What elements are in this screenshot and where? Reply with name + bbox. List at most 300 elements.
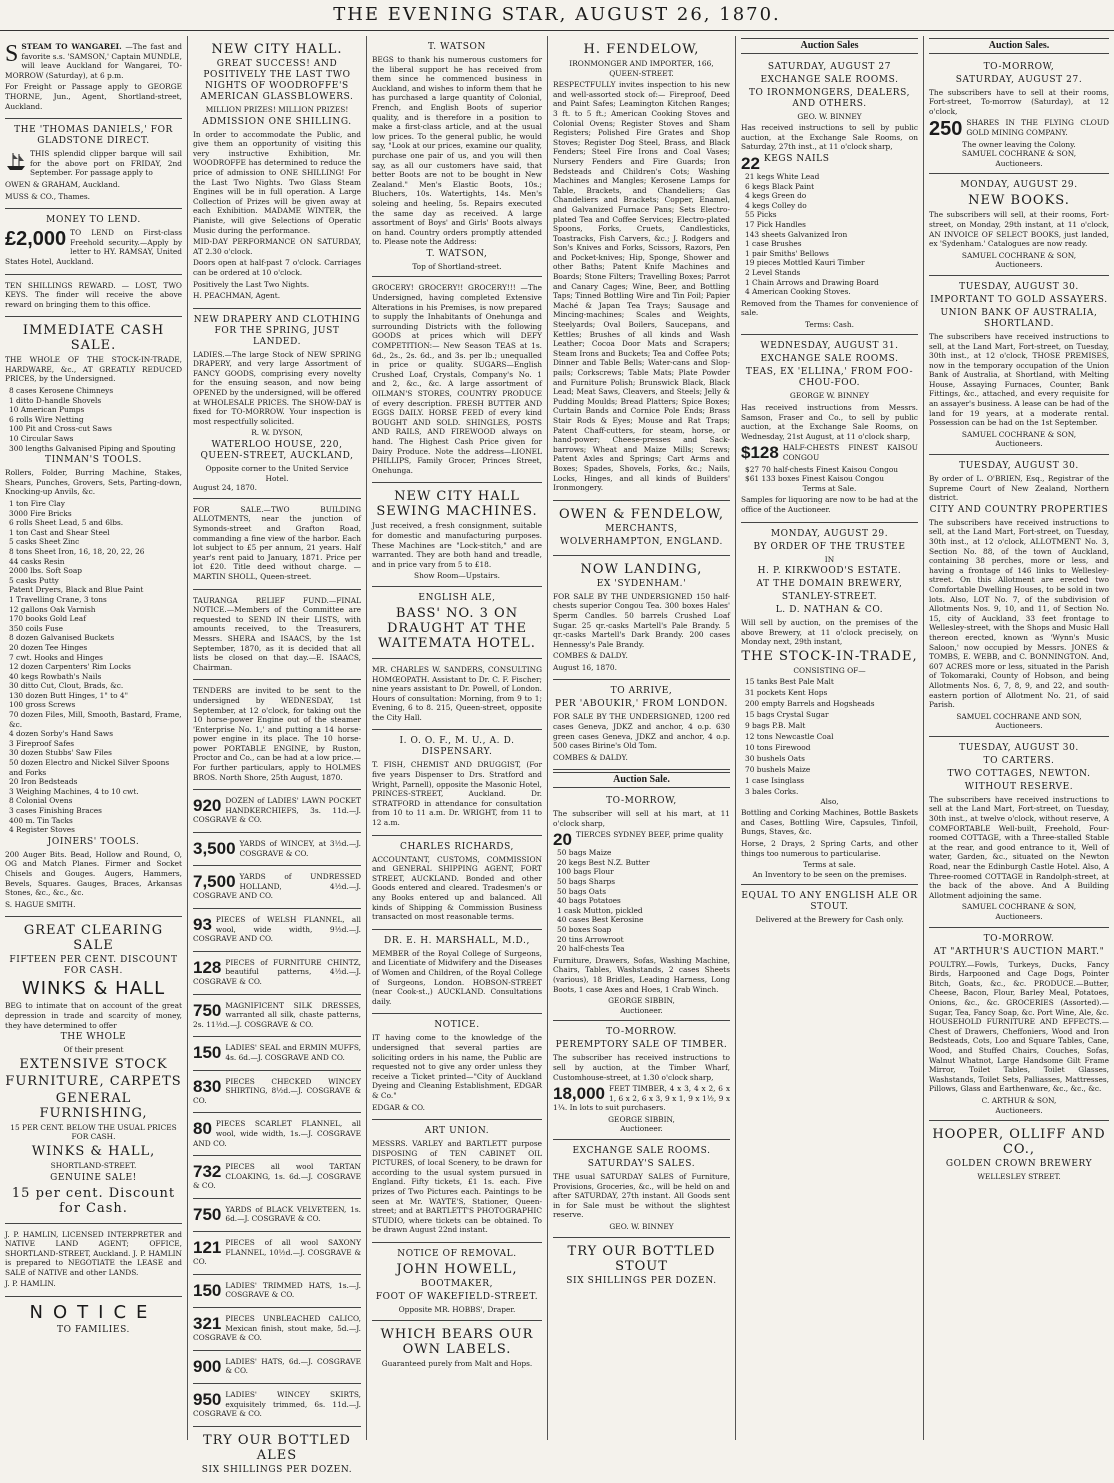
winks-pct: 15 PER CENT. BELOW THE USUAL PRICES FOR CASH. bbox=[10, 1122, 177, 1142]
money-ad bbox=[5, 209, 182, 274]
cosgrave-ad bbox=[193, 1071, 361, 1114]
brewery-stock-item: 9 bags P.B. Malt bbox=[745, 720, 806, 730]
auction-item: 50 boxes Soap bbox=[557, 924, 612, 934]
teas-title: TEAS, EX 'ELLINA,' FROM FOO-CHOU-FOO. bbox=[745, 367, 914, 389]
drapery-sign: R. W. DYSON, bbox=[251, 428, 303, 438]
sale-body: THE WHOLE OF THE STOCK-IN-TRADE, HARDWARE, &c., AT GREATLY REDUCED PRICES, by the Undersigned. bbox=[5, 355, 182, 384]
city-sign: SAMUEL COCHRANE AND SON, bbox=[956, 711, 1082, 721]
timber-when: TO-MORROW. bbox=[606, 1027, 677, 1038]
cosgrave-ad bbox=[193, 1275, 361, 1308]
auction-item: 50 bags Oats bbox=[557, 886, 606, 896]
horse-body: Horse, 2 Drays, 2 Spring Carts, and other things too numerous to particularise. bbox=[741, 838, 918, 858]
iron-item: 2 Level Stands bbox=[745, 267, 801, 277]
winks-street: SHORTLAND-STREET. bbox=[50, 1160, 137, 1170]
trustee-in: IN bbox=[824, 554, 835, 564]
tea-item: $27 70 half-chests Finest Kaisou Congou bbox=[745, 464, 899, 474]
brewery-stock-item: 15 bags Crystal Sugar bbox=[745, 709, 829, 719]
owen-merchants: MERCHANTS, bbox=[605, 523, 678, 534]
sale-item: 8 cases Kerosene Chimneys bbox=[9, 386, 114, 396]
teas-text: HALF-CHESTS FINEST KAISOU CONGOU bbox=[782, 443, 918, 463]
joiner-sign: S. HAGUE SMITH. bbox=[5, 899, 76, 909]
cosgrave-number: 830 bbox=[193, 1076, 222, 1096]
richards-title: CHARLES RICHARDS, bbox=[399, 841, 515, 852]
tierces-text: TIERCES SYDNEY BEEF, prime quality bbox=[575, 830, 724, 840]
winks-whole: THE WHOLE bbox=[60, 1032, 127, 1043]
nathan-title: L. D. NATHAN & CO. bbox=[775, 605, 884, 616]
sale-item: 10 Circular Saws bbox=[9, 434, 74, 444]
ale-body: BASS' NO. 3 ON DRAUGHT AT THE WAITEMATA HOTEL. bbox=[378, 605, 536, 651]
stock-item: 130 dozen Butt Hinges, 1" to 4" bbox=[9, 690, 128, 700]
hall-agent: H. PEACHMAN, Agent. bbox=[193, 291, 281, 301]
tenders-ad bbox=[193, 680, 361, 790]
cosgrave-text: DOZEN of LADIES' LAWN POCKET HANDKERCHIEFS, 3s. 11d.—J. COSGRAVE & CO. bbox=[193, 796, 361, 825]
tea-item: $61 133 boxes Finest Kaisou Congou bbox=[745, 474, 884, 484]
cosgrave-text: LADIES' WINCEY SKIRTS, exquisitely trimmed, 6s. 11d.—J. COSGRAVE & CO. bbox=[193, 1390, 361, 1419]
winks-name: WINKS & HALL, bbox=[31, 1143, 156, 1159]
auction-item: 20 half-chests Tea bbox=[557, 944, 625, 954]
union-role: Auctioneers. bbox=[995, 439, 1043, 449]
carters: TO CARTERS. bbox=[983, 755, 1055, 766]
cosgrave-ad bbox=[193, 790, 361, 833]
iron-sign: GEO. W. BINNEY bbox=[797, 111, 862, 121]
auction-item: 50 bags Maize bbox=[557, 848, 612, 858]
hall-doors: Doors open at half-past 7 o'clock. Carriages can be ordered at 10 o'clock. bbox=[193, 258, 361, 277]
nathan-body: Will sell by auction, on the premises of the above Brewery, at 11 o'clock precisely, on Monday next, 29th instant, bbox=[741, 618, 918, 647]
arrive-ad bbox=[553, 680, 730, 770]
clearing-sale-ad bbox=[5, 917, 182, 1223]
auction-body: The subscriber will sell at his mart, at 11 o'clock sharp, bbox=[553, 809, 730, 828]
brewery-stock-item: 3 bales Corks. bbox=[745, 786, 799, 796]
auction-sales-heading-2: Auction Sales. bbox=[929, 38, 1109, 54]
reward-ad bbox=[5, 275, 182, 318]
brewery-stock-item: 12 tons Newcastle Coal bbox=[745, 731, 834, 741]
notice-sign: EDGAR & CO. bbox=[372, 1102, 426, 1112]
iron-item: 4 kegs Colley do bbox=[745, 200, 807, 210]
iron-item: 6 kegs Black Paint bbox=[745, 181, 815, 191]
fendelow-title: H. FENDELOW, bbox=[583, 42, 700, 57]
cosgrave-ad bbox=[193, 866, 361, 909]
shares-owner: The owner leaving the Colony. bbox=[962, 139, 1076, 149]
cosgrave-number: 3,500 bbox=[193, 839, 236, 859]
which-title: WHICH BEARS OUR OWN LABELS. bbox=[380, 1326, 534, 1357]
watson-body: BEGS to thank his numerous customers for the liberal support he has received from them since he commenced business in Auckland, and wishes to inform them that he has purchased a large quantity of Colonial, French, and English Boots of superior quality, and is therefore in a position to make a first-class article, and at the usual low prices. To the general public, he would say, "Look at our prices, examine our quality, purchase one pair of us, and you will then say, as all our customers have said, that better Boots are not to be bought in New Zealand." Men's Elastic Boots, 10s.; Bluchers, 10s. Watertights, 14s. Men's soleing and heeling, 5s. Repairs executed the same day as received. A large assortment of Boys' and Girls' Boots always on hand. Country orders promptly attended to. Please note the Address: bbox=[372, 55, 542, 247]
books-sign: SAMUEL COCHRANE & SON, bbox=[961, 250, 1077, 260]
mart-tomorrow: TO-MORROW. bbox=[983, 933, 1055, 944]
brewery-stock-list bbox=[741, 676, 918, 797]
stock-item: 20 Iron Bedsteads bbox=[9, 777, 78, 787]
ale-ad bbox=[372, 587, 542, 659]
timber-role: Auctioneer. bbox=[620, 1124, 663, 1134]
cosgrave-number: 900 bbox=[193, 1356, 222, 1376]
howell-address: FOOT OF WAKEFIELD-STREET. bbox=[375, 1292, 539, 1303]
stock-item: 44 casks Resin bbox=[9, 556, 65, 566]
stock-item: 3000 Fire Bricks bbox=[9, 508, 72, 518]
stock-item: 1 Travelling Crane, 3 tons bbox=[9, 594, 107, 604]
winks-body: BEG to intimate that on account of the great depression in trade and scarcity of money, they have determined to offer bbox=[5, 1001, 182, 1030]
notice-body: IT having come to the knowledge of the undersigned that several parties are soliciting orders in his name, the Public are requested not to give any order unless they receive a Ticket printed—"City of Auckland Dyeing and Cleaning Establishment, EDGAR & Co." bbox=[372, 1033, 542, 1100]
books-ad bbox=[929, 174, 1109, 276]
stock-item: 100 gross Screws bbox=[9, 700, 76, 710]
iron-item: 21 kegs White Lead bbox=[745, 171, 820, 181]
arthur-mart-ad bbox=[929, 928, 1109, 1122]
steam-heading: STEAM TO WANGAREI. bbox=[21, 42, 122, 51]
ship-agents: OWEN & GRAHAM, Auckland. bbox=[5, 179, 120, 189]
column-6 bbox=[924, 36, 1114, 1440]
cottage-role: Auctioneers. bbox=[995, 912, 1043, 921]
sat-sign: GEO. W. BINNEY bbox=[609, 1222, 674, 1232]
iron-item: 19 pieces Mottled Kauri Timber bbox=[745, 258, 865, 268]
brewery-stock-item: 30 bushels Oats bbox=[745, 753, 805, 763]
column-1 bbox=[0, 36, 188, 1440]
timber-sign: GEORGE SIBBIN, bbox=[608, 1114, 675, 1124]
cosgrave-number: 128 bbox=[193, 957, 222, 977]
which-sub: Guaranteed purely from Malt and Hops. bbox=[381, 1358, 533, 1368]
cosgrave-number: 93 bbox=[193, 915, 212, 934]
notice-ad bbox=[372, 1014, 542, 1120]
try-sub: SIX SHILLINGS PER DOZEN. bbox=[201, 1464, 353, 1475]
drapery-date: August 24, 1870. bbox=[193, 483, 257, 493]
assayers-ad bbox=[929, 276, 1109, 455]
hooper-street: WELLESLEY STREET. bbox=[977, 1172, 1061, 1182]
ship-icon bbox=[5, 150, 27, 172]
owen-address: WOLVERHAMPTON, ENGLAND. bbox=[560, 536, 723, 547]
brewery-title: AT THE DOMAIN BREWERY, bbox=[756, 579, 903, 590]
hamlin-body: J. P. HAMLIN, LICENSED INTERPRETER and NATIVE LAND AGENT; OFFICE, SHORTLAND-STREET, Auckland. J. P. HAMLIN is prepared to NEGOTIATE the LEASE and SALE of NATIVE and other LANDS. bbox=[5, 1229, 182, 1277]
stock-item: 12 dozen Carpenters' Rim Locks bbox=[9, 662, 131, 672]
sewing-body: Just received, a fresh consignment, suitable for domestic and manufacturing purposes. These Machines are "Lock-stitch," and are warranted. They are both hand and treadle, and in price vary from 5 to £18. bbox=[372, 521, 542, 569]
drapery-opposite: Opposite corner to the United Service Hotel. bbox=[205, 464, 349, 483]
stock-item: 50 dozen Electro and Nickel Silver Spoons and Forks bbox=[9, 758, 170, 777]
cosgrave-number: 150 bbox=[193, 1043, 222, 1063]
brewery-stock-item: 200 empty Barrels and Hogsheads bbox=[745, 698, 875, 708]
bottled-ales-ad bbox=[193, 1427, 361, 1483]
shares-date: SATURDAY, AUGUST 27. bbox=[955, 74, 1083, 85]
ironmongers-ad bbox=[741, 56, 918, 336]
auction-item: 20 kegs Best N.Z. Butter bbox=[557, 857, 650, 867]
iof-body: T. FISH, CHEMIST AND DRUGGIST, (For five years Dispenser to Drs. Stratford and Wright, Parnell), opposite the Masonic Hotel, PRINCES-STREET, Auckland. Dr. STRATFORD in attendance for consultation from 10 to 11 a.m. Dr. WRIGHT, from 11 to 12 a.m. bbox=[372, 760, 542, 828]
arrive-sign: COMBES & DALDY. bbox=[553, 752, 628, 762]
brewery-street: STANLEY-STREET. bbox=[781, 592, 878, 603]
clearing-sub: FIFTEEN PER CENT. DISCOUNT FOR CASH. bbox=[9, 955, 178, 977]
brewery-stock-item: 1 case Isinglass bbox=[745, 775, 805, 785]
hall-sub: GREAT SUCCESS! AND POSITIVELY THE LAST TWO NIGHTS OF WOODROFFE'S AMERICAN GLASSBLOWERS. bbox=[200, 59, 354, 102]
auction-item: 40 bags Potatoes bbox=[557, 896, 621, 906]
steam-body: —The fast and favorite s.s. 'SAMSON,' Captain MUNDLE, will leave Auckland for Wangarei, TO-MORROW (Saturday), at 6 p.m. bbox=[5, 42, 182, 80]
landing-title: NOW LANDING, bbox=[580, 561, 703, 577]
equal-ad bbox=[741, 885, 918, 930]
howell-name: JOHN HOWELL, bbox=[396, 1262, 518, 1278]
dispensary-ad bbox=[372, 730, 542, 835]
removal-ad bbox=[372, 1243, 542, 1321]
cosgrave-text: YARDS of UNDRESSED HOLLAND, 4½d.—J. COSGRAVE AND CO. bbox=[193, 872, 361, 901]
union-sign: SAMUEL COCHRANE & SON, bbox=[961, 429, 1077, 439]
column-4 bbox=[548, 36, 736, 1440]
try-stout-title: TRY OUR BOTTLED STOUT bbox=[567, 1243, 716, 1274]
saturday-sales-ad bbox=[553, 1140, 730, 1238]
howell-opposite: Opposite MR. HOBBS', Draper. bbox=[398, 1305, 516, 1315]
cosgrave-number: 7,500 bbox=[193, 872, 236, 892]
hooper-ad bbox=[929, 1121, 1109, 1187]
stock-sub: CONSISTING OF— bbox=[793, 665, 866, 675]
richards-ad bbox=[372, 836, 542, 930]
iron-items-list bbox=[741, 172, 918, 297]
cosgrave-text: YARDS of WINCEY, at 3½d.—J. COSGRAVE & CO. bbox=[239, 839, 361, 858]
cosgrave-ad bbox=[193, 909, 361, 952]
cash-sale-ad bbox=[5, 317, 182, 917]
ship-title: THE 'THOMAS DANIELS,' FOR GLADSTONE DIRECT. bbox=[14, 125, 173, 147]
shares-tomorrow: TO-MORROW, bbox=[983, 61, 1055, 72]
exch-title: EXCHANGE SALE ROOMS. bbox=[760, 74, 899, 85]
stock-item: 12 gallons Oak Varnish bbox=[9, 604, 96, 614]
timber-text: FEET TIMBER, 4 x 3, 4 x 2, 6 x 1, 6 x 2, 6 x 3, 9 x 1, 9 x 1½, 9 x 1¼. In lots to suit purchasers. bbox=[553, 1084, 730, 1113]
brewery-stock-item: 70 bushels Maize bbox=[745, 764, 811, 774]
arrive-ship: PER 'ABOUKIR,' FROM LONDON. bbox=[555, 699, 728, 710]
winks-stock: EXTENSIVE STOCK bbox=[19, 1056, 168, 1072]
cosgrave-text: PIECES CHECKED WINCEY SHIRTING, 8½d.—J. COSGRAVE & CO. bbox=[193, 1076, 361, 1105]
timber-number: 18,000 bbox=[553, 1084, 605, 1104]
reward-body: TEN SHILLINGS REWARD. — LOST, TWO KEYS. The finder will receive the above reward on bringing them to this office. bbox=[5, 280, 182, 309]
art-title: ART UNION. bbox=[424, 1126, 490, 1137]
sanders-body: MR. CHARLES W. SANDERS, CONSULTING HOMŒOPATH. Assistant to Dr. C. F. Fischer; nine years assistant to Dr. Powell, of London. Hours of consultation: Morning, from 9 to 1; Evening, 6 to 8. 215, Queen-street, opposite the City Hall. bbox=[372, 664, 542, 722]
cosgrave-text: LADIES' SEAL and ERMIN MUFFS, 4s. 6d.—J. COSGRAVE AND CO. bbox=[225, 1043, 361, 1062]
landing-body: FOR SALE BY THE UNDERSIGNED 150 half-chests superior Congou Tea. 300 boxes Hales' Sperm Candles. 50 barrels Crushed Loaf Sugar. 25 qr.-casks Martell's Pale Brandy. 5 qr.-casks Martell's Dark Brandy. 200 cases Hennessy's Pale Brandy. bbox=[553, 591, 730, 649]
steam-contact: For Freight or Passage apply to GEORGE THORNE, Jun., Agent, Shortland-street, Auckland. bbox=[5, 82, 182, 111]
cosgrave-ad bbox=[193, 1113, 361, 1156]
iron-item: 17 Pick Handles bbox=[745, 219, 806, 229]
mart-title: AT "ARTHUR'S AUCTION MART." bbox=[933, 946, 1105, 957]
winks-genuine: GENUINE SALE! bbox=[50, 1172, 137, 1183]
fendelow-ad bbox=[553, 36, 730, 501]
without-reserve: WITHOUT RESERVE. bbox=[964, 781, 1074, 792]
stock-item: 40 kegs Rowbath's Nails bbox=[9, 671, 102, 681]
iron-item: 4 American Cooking Stoves. bbox=[745, 287, 851, 297]
brewery-stock-item: 15 tanks Best Pale Malt bbox=[745, 676, 834, 686]
iron-terms: Terms: Cash. bbox=[805, 319, 854, 329]
stock-item: 8 dozen Galvanised Buckets bbox=[9, 633, 115, 643]
column-2 bbox=[188, 36, 367, 1475]
stock-item: 6 rolls Sheet Lead, 5 and 6lbs. bbox=[9, 518, 124, 528]
cosgrave-ad bbox=[193, 995, 361, 1038]
hall-prizes: MILLION PRIZES! MILLION PRIZES! bbox=[205, 105, 349, 114]
drapery-address: WATERLOO HOUSE, 220, QUEEN-STREET, AUCKLAND, bbox=[200, 440, 354, 462]
city-date: TUESDAY, AUGUST 30. bbox=[959, 461, 1079, 472]
stock-item: 1 ton Cast and Shear Steel bbox=[9, 527, 110, 537]
sale-item: 300 lengths Galvanised Piping and Spouting bbox=[9, 443, 176, 453]
arrive-title: TO ARRIVE, bbox=[610, 686, 673, 697]
cosgrave-number: 750 bbox=[193, 1204, 222, 1224]
exch-title: EXCHANGE SALE ROOMS. bbox=[572, 1146, 711, 1157]
tinman-body: Rollers, Folder, Burring Machine, Stakes, Shears, Punches, Grovers, Sets, Parting-down, Knocking-up Anvils, &c. bbox=[5, 468, 182, 497]
column-5 bbox=[736, 36, 924, 1440]
tinman-title: TINMAN'S TOOLS. bbox=[45, 455, 142, 466]
stock-item: 5 casks Putty bbox=[9, 575, 59, 585]
cosgrave-text: YARDS of BLACK VELVETEEN, 1s. 6d.—J. COSGRAVE & CO. bbox=[225, 1204, 361, 1224]
hooper-title: HOOPER, OLLIFF AND CO., bbox=[932, 1127, 1106, 1158]
stock-item: 4 dozen Sorby's Hand Saws bbox=[9, 729, 114, 739]
ale-title: ENGLISH ALE, bbox=[418, 592, 496, 603]
howell-trade: BOOTMAKER, bbox=[420, 1279, 494, 1290]
winks-discount: 15 per cent. Discount for Cash. bbox=[11, 1185, 176, 1216]
auction-item: 40 cases Best Kerosine bbox=[557, 915, 644, 925]
stock-item: 350 coils Fuse bbox=[9, 623, 63, 633]
cottages-ad bbox=[929, 737, 1109, 928]
stock-title: THE STOCK-IN-TRADE, bbox=[741, 648, 918, 664]
books-role: Auctioneers. bbox=[995, 260, 1043, 270]
cosgrave-number: 950 bbox=[193, 1390, 222, 1409]
cosgrave-ad bbox=[193, 952, 361, 995]
landing-ad bbox=[553, 556, 730, 681]
column-3 bbox=[367, 36, 548, 1440]
equal-sub: Delivered at the Brewery for Cash only. bbox=[755, 915, 904, 925]
watson-address: Top of Shortland-street. bbox=[412, 261, 502, 271]
watson-title: T. WATSON bbox=[427, 42, 487, 52]
stock-item: 400 m. Tin Tacks bbox=[9, 815, 73, 825]
money-title: MONEY TO LEND. bbox=[46, 215, 141, 226]
cottage-date: TUESDAY, AUGUST 30. bbox=[959, 742, 1079, 753]
shares-ad bbox=[929, 56, 1109, 175]
city-title: CITY AND COUNTRY PROPERTIES bbox=[929, 504, 1109, 515]
winks-furniture: FURNITURE, CARPETS bbox=[5, 1073, 182, 1089]
bottled-stout-ad bbox=[553, 1238, 730, 1294]
try-title: TRY OUR BOTTLED ALES bbox=[203, 1432, 351, 1463]
cosgrave-number: 732 bbox=[193, 1162, 222, 1182]
cosgrave-number: 321 bbox=[193, 1314, 222, 1334]
cosgrave-text: PIECES of WELSH FLANNEL, all wool, wide width, 9½d.—J. COSGRAVE AND CO. bbox=[193, 915, 361, 944]
sale-item: 1 ditto D-handle Shovels bbox=[9, 395, 102, 405]
winks-of: Of their present bbox=[63, 1045, 124, 1055]
city-role: Auctioneers. bbox=[995, 721, 1043, 731]
ship-agents-2: MUSS & CO., Thames. bbox=[5, 191, 91, 201]
cosgrave-ad bbox=[193, 1199, 361, 1232]
stock-item: 4 Register Stoves bbox=[9, 825, 75, 835]
fendelow-trade: IRONMONGER AND IMPORTER, 166, QUEEN-STREET. bbox=[569, 59, 714, 78]
teas-samples: Samples for liquoring are now to be had at the office of the Auctioneer. bbox=[741, 495, 918, 514]
trustee-estate: H. P. KIRKWOOD'S ESTATE. bbox=[757, 566, 902, 577]
equal-title: EQUAL TO ANY ENGLISH ALE OR STOUT. bbox=[741, 891, 918, 913]
teas-terms: Terms at Sale. bbox=[802, 483, 857, 493]
stock-item: 8 tons Sheet Iron, 16, 18, 20, 22, 26 bbox=[9, 546, 145, 556]
steam-ad: SSTEAM TO WANGAREI. —The fast and favorite s.s. 'SAMSON,' Captain MUNDLE, will leave Auckland for Wangarei, TO-MORROW (Saturday), at 6 p.m. For Freight or Passage apply to GEORGE THORNE, Jun., Agent, Shortland-street, Auckland. bbox=[5, 36, 182, 119]
assay-date: TUESDAY, AUGUST 30. bbox=[959, 281, 1079, 292]
grocery-body: GROCERY! GROCERY!! GROCERY!!! —The Undersigned, having completed Extensive Alterations in his Premises, is now prepared to supply the Inhabitants of Onehunga and surrounding Districts with the following GOODS at prices which will DEFY COMPETITION:— New Season TEAS at 1s. 6d., 2s., 2s. 6d., and 3s. per lb.; unequalled in price or quality. SUGARS—English Crushed Loaf, Crystals, Company's No. 1 and 2, &c., &c. A large assortment of OILMAN'S STORES, COUNTRY PRODUCE of every description. FRESH BUTTER AND EGGS DAILY. HORSE FEED of every kind BOUGHT AND SOLD. SHINGLES, POSTS AND RAILS, AND FIREWOOD always on hand. The Highest Cash Price given for Dairy Produce. Note the address—LIONEL PHILLIPS, Family Grocer, Princes Street, Onehunga. bbox=[372, 283, 542, 475]
trustee-title: BY ORDER OF THE TRUSTEE bbox=[753, 541, 906, 552]
cosgrave-ad bbox=[193, 1308, 361, 1351]
sale-item: 6 rolls Wire Netting bbox=[9, 414, 84, 424]
relief-fund-ad bbox=[193, 590, 361, 681]
notice-sub: TO FAMILIES. bbox=[57, 1325, 130, 1336]
marshall-body: MEMBER of the Royal College of Surgeons, and Licentiate of Midwifery and the Diseases of Women and Children, of the Royal College of Surgeons, London. HOBSON-STREET (near Cook-st.,) AUCKLAND. Consultations daily. bbox=[372, 948, 542, 1006]
mon-date: MONDAY, AUGUST 29. bbox=[770, 528, 889, 539]
ship-body: THIS splendid clipper barque will sail for the above port on FRIDAY, 2nd September. For passage apply to bbox=[30, 149, 182, 178]
sale-item: 100 Pit and Cross-cut Saws bbox=[9, 424, 112, 434]
cosgrave-ad bbox=[193, 1037, 361, 1070]
joiner-body: 200 Auger Bits. Bead, Hollow and Round, O, OG and Match Planes. Firmer and Socket Chisels and Gouges. Augers, Hammers, Bevels, Squares. Gauges, Braces, Arkansas Stones, &c., &c., &c. bbox=[5, 849, 182, 898]
owen-fendelow-ad bbox=[553, 501, 730, 556]
cosgrave-ads bbox=[193, 790, 361, 1427]
cosgrave-ad bbox=[193, 833, 361, 866]
stock-item: 170 books Gold Leaf bbox=[9, 614, 86, 624]
stock-item: 30 dozen Stubbs' Saw Files bbox=[9, 748, 112, 758]
auction-role: Auctioneer. bbox=[620, 1005, 663, 1015]
stock-item: 30 ditto Cut, Clout, Brads, &c. bbox=[9, 681, 124, 691]
labels-ad bbox=[372, 1321, 542, 1374]
marshall-ad bbox=[372, 930, 542, 1015]
joiner-title: JOINERS' TOOLS. bbox=[47, 836, 140, 847]
iof-title: I. O. O. F., M. U., A. D. DISPENSARY. bbox=[399, 736, 515, 758]
auction-ad bbox=[553, 790, 730, 1021]
iron-body: Has received instructions to sell by public auction, at the Exchange Sale Rooms, on Saturday, 27th inst., at 11 o'clock sharp, bbox=[741, 123, 918, 152]
ship-ad bbox=[5, 119, 182, 209]
stock-item: 5 casks Sheet Zinc bbox=[9, 537, 80, 547]
books-body: The subscribers will sell, at their rooms, Fort-street, on Monday, 29th instant, at 11 o'clock, AN INVOICE OF SELECT BOOKS, just landed, ex 'Sydenham.' Catalogues are now ready. bbox=[929, 210, 1109, 249]
money-body: TO LEND on First-class Freehold security.—Apply by letter to HY. RAMSAY, United States Hotel, Auckland. bbox=[5, 228, 182, 266]
allotments-body: FOR SALE.—TWO BUILDING ALLOTMENTS, near the junction of Symonds-street and Grafton Road, commanding a fine view of the harbor. Each lot subject to £5 per annum, 21 years. Half year's rent paid to January, 1871. Price per lot £20. Title deed without charge. — MARTIN SHOLL, Queen-street. bbox=[193, 504, 361, 581]
also-body: Bottling and Corking Machines, Bottle Baskets and Cases, Bottling Wire, Capsules, Tinfoil, Bungs, Staves, &c. bbox=[741, 808, 918, 837]
relief-body: TAURANGA RELIEF FUND.—FINAL NOTICE.—Members of the Committee are requested to SEND IN their LISTS, with amounts received, to the Treasurers, Messrs. SHERA and ISAACS, by the 1st September, 1870, as it is decided that all lists be closed on that day.—E. ISAACS, Chairman. bbox=[193, 595, 361, 672]
money-amount: £2,000 bbox=[5, 228, 67, 251]
cosgrave-text: LADIES' HATS, 6d.—J. COSGRAVE & CO. bbox=[225, 1356, 361, 1376]
stock-item: 20 dozen Tee Hinges bbox=[9, 642, 88, 652]
cosgrave-text: PIECES all wool TARTAN CLOAKING, 1s. 6d.—J. COSGRAVE & CO. bbox=[193, 1162, 361, 1191]
cosgrave-ad bbox=[193, 1384, 361, 1427]
auction-item: 1 cask Mutton, pickled bbox=[557, 905, 643, 915]
stock-item: 70 dozen Files, Mill, Smooth, Bastard, Frame, &c. bbox=[9, 710, 182, 729]
watson-ad bbox=[372, 36, 542, 277]
auction-item: 50 bags Sharps bbox=[557, 877, 616, 886]
timber-ad bbox=[553, 1021, 730, 1140]
teas-items-list bbox=[741, 465, 918, 484]
winks-general: GENERAL FURNISHING, bbox=[39, 1090, 148, 1121]
hall-title: NEW CITY HALL. bbox=[211, 42, 343, 57]
sewing-title: NEW CITY HALL SEWING MACHINES. bbox=[376, 489, 538, 520]
cosgrave-ad bbox=[193, 1232, 361, 1275]
removal-title: NOTICE OF REMOVAL. bbox=[397, 1249, 517, 1260]
brewery-ad bbox=[741, 523, 918, 886]
fendelow-body: RESPECTFULLY invites inspection to his new and well-assorted stock of:— Fireproof, Deed and Paint Safes; Leamington Kitchen Ranges; 3 ft. to 5 ft.; American Cooking Stoves and Colonial Ovens; Register Stoves and Sham Registers; Polished Fire Grates and Shop Stoves; Register Dog Steel, Brass, and Black Fenders; Steel Fire Irons and Coal Vases; Nursery Fenders and Fire Guards; Iron Bedsteads and Children's Cots; Washing Machines and Mangles; Kerosene Lamps for Table, Brackets, and Chandeliers; Gas Chandeliers and Brackets; Copper, Enamel, and Galvanized Furnace Pans; Sets Electro-plated Tea and Coffee Services; Electro-plated Spoons, Forks, Cruets, Candlesticks, Toastracks, Fish Carvers, &c.; J. Rodgers and Son's Knives and Forks, Scissors, Razors, Pen and Pocket-knives; Hip, Sponge, Shower and other Baths; Patent Knife Machines and Boards; Stone Filters; Travelling Boxes; Parrot and Canary Cages; Wine, Beer, and Bottling Taps; Tinned Bottling Wire and Tin Foil; Papier Maché & Japan Tea Trays; Sausage and Mincing-machines; Scales and Weights, Steelyards; Oval Boilers, Saucepans, and Kettles; Brushes of all kinds and Wash Leather; Cocoa Door Mats and Scrapers; Steam Irons and Buckets; Tea and Coffee Pots; Dinner and Table Bells; Water-cans and Slop-pails; Corkscrews; Table Mats; Plate Powder and Furniture Polish; Brunswick Black, Black Lead; Meat Saws, Cleavers, and Steels; Jelly & Pudding Moulds; Bread Platters; Spice Boxes; Curtain Bands and Cornice Pole Ends; Brass Stair Rods & Eyes; Mouse and Rat Traps; Patent Chaff-cutters, for steam, horse, or hand-power; Cheese-presses and Sack-barrows; Wheat and Maize Mills; Screws; Patent Axles and Springs; Cart Arms and Boxes; Spades, Shovels, Forks, &c.; Nails, Locks, Hinges, and all kinds of Builders' Ironmongery. bbox=[553, 80, 730, 493]
kegs-text: KEGS NAILS bbox=[763, 153, 830, 164]
shares-body: The subscribers have to sell at their rooms, Fort-street, To-morrow (Saturday), at 12 o'clock, bbox=[929, 87, 1109, 116]
kegs-number: 22 bbox=[741, 153, 760, 173]
sewing-ad bbox=[372, 483, 542, 587]
clearing-title: GREAT CLEARING SALE bbox=[23, 923, 164, 954]
sale-items-list bbox=[5, 386, 182, 453]
sale-item: 10 American Pumps bbox=[9, 405, 85, 415]
cosgrave-number: 121 bbox=[193, 1238, 222, 1258]
books-title: NEW BOOKS. bbox=[968, 193, 1070, 209]
mart-body: POULTRY.—Fowls, Turkeys, Ducks, Fancy Birds, Harpooned and Cage Dogs, Pointer Bitch, Goats, &c., &c. PRODUCE.—Butter, Cheese, Bacon, Flour, Barley Meal, Potatoes, Onions, &c., &c. GROCERIES (Assorted).—Sugar, Tea, Fancy Soap, &c. Port Wine, Ale, &c. HOUSEHOLD FURNITURE AND EFFECTS.—Chest of Drawers, Cheffoniers, Wood and Iron Bedsteads, Cots, Loo and Square Tables, Cane, Wood, and Stuffed Chairs, Couches, Sofas, Walnut Whatnot, Large Handsome Gilt Frame Mirror, Toilet Tables, Toilet Glasses, Washstands, Toilet Sets, Palliasses, Mattresses, Pillows, Glass and Earthenware, &c., &c., &c. bbox=[929, 959, 1109, 1094]
auction-sales-heading: Auction Sales bbox=[741, 38, 918, 54]
cosgrave-number: 80 bbox=[193, 1119, 212, 1139]
sewing-show: Show Room—Upstairs. bbox=[414, 571, 500, 581]
teas-sign: GEORGE W. BINNEY bbox=[789, 391, 870, 401]
exch2-title: EXCHANGE SALE ROOMS. bbox=[760, 354, 899, 365]
grocery-ad bbox=[372, 277, 542, 483]
auction-title: Auction Sale. bbox=[553, 772, 730, 788]
union-body: The subscribers have received instructions to sell, at the Land Mart, Fort-street, on Tuesday, 30th inst., at 12 o'clock, THOSE PREMISES, now in the temporary occupation of the Union Bank of Australia, at Shortland, with Melting House, Assaying Furnaces, Counter, Bank Fittings, &c., attached, and every requisite for an assayer's business. A lease can be had of the land for 19 years, at a moderate rental. Possession can be had on the 1st September. bbox=[929, 331, 1109, 428]
teas-ad bbox=[741, 335, 918, 522]
cosgrave-text: PIECES UNBLEACHED CALICO, Mexican finish, stout make, 5d.—J. COSGRAVE & CO. bbox=[193, 1314, 361, 1343]
sat-title: SATURDAY'S SALES. bbox=[587, 1159, 696, 1170]
masthead: THE EVENING STAR, AUGUST 26, 1870. bbox=[0, 0, 1114, 31]
auction-items-list bbox=[553, 848, 730, 954]
union-title: UNION BANK OF AUSTRALIA, SHORTLAND. bbox=[940, 307, 1098, 329]
auction-sign: GEORGE SIBBIN, bbox=[608, 996, 675, 1006]
hall-body: In order to accommodate the Public, and give them an opportunity of visiting this very instructive Exhibition, Mr. WOODROFFE has determined to reduce the price of admission to ONE SHILLING! For the Last Two Nights. Two Glass Steam Engines will be in full operation. A Large Collection of Prizes will be given away at each Exhibition. MADAME WINTER, the Pianiste, will give Selections of Operatic Music during the performance. bbox=[193, 129, 361, 235]
teas-body: Has received instructions from Messrs. Samson, Fraser and Co., to sell by public auction, at the Exchange Sale Rooms, on Wednesday, 21st August, at 11 o'clock sharp, bbox=[741, 403, 918, 441]
cosgrave-number: 920 bbox=[193, 796, 222, 816]
cosgrave-number: 750 bbox=[193, 1000, 222, 1020]
landing-ship: EX 'SYDENHAM.' bbox=[596, 578, 687, 589]
